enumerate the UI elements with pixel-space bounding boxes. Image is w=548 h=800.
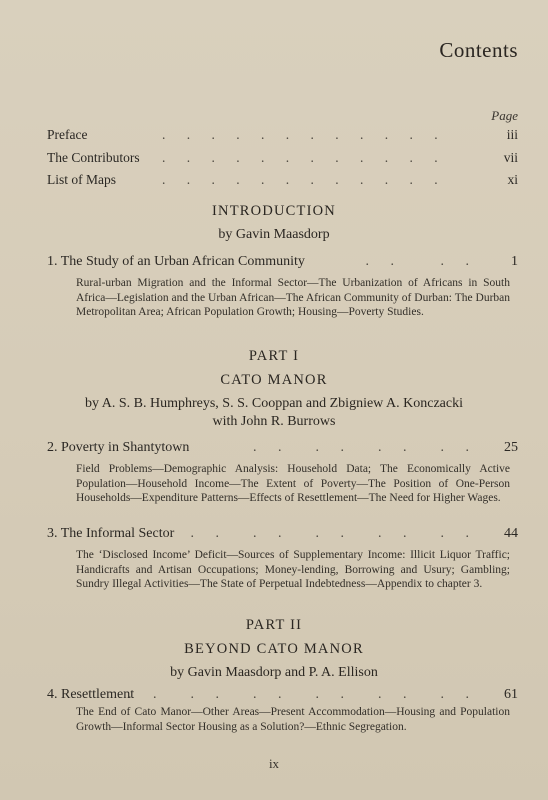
chapter-page: 1 [511,254,518,269]
toc-entry-contributors [47,148,518,168]
toc-entry-label: List of Maps [47,172,116,187]
chapter-4-description: The End of Cato Manor—Other Areas—Present Accommodation—Housing and Population Growth—Informal Sector Housing as a Solution?—Ethnic Segregation. [76,706,510,733]
chapter-title [47,252,305,272]
introduction-byline: by Gavin Maasdorp [218,227,330,242]
introduction-heading: INTRODUCTION [212,203,336,219]
chapter-number: 3. [47,526,58,541]
chapter-title-text: Resettlement [61,687,135,702]
dot-leader: . . . . . . . . . . . . [162,127,447,142]
page-title: Contents [439,38,518,62]
part2-byline: by Gavin Maasdorp and P. A. Ellison [170,665,378,680]
page-number: ix [268,756,280,771]
chapter-title [47,524,174,544]
chapter-3-description: The ‘Disclosed Income’ Deficit—Sources of Supplementary Income: Illicit Liquor Traffic; Handicrafts and Artisan Occupations; Money-lending, Borrowing and Usury; Gambling; Sundry Illegal Activities—The State of Perpetual Indebtedness—Appendix to chapter 3. [76,549,510,591]
dot-leader: . . . . . . . . . . . . [162,150,447,165]
toc-entry-label: The Contributors [47,150,140,165]
chapter-title-text: The Informal Sector [60,526,175,541]
dot-leader: . . . . . . . . . . . . [162,172,447,187]
part1-byline-cont: with John R. Burrows [212,414,336,429]
chapter-1-description: Rural-urban Migration and the Informal Sector—The Urbanization of Africans in South Africa—Legislation and the Urban African—The African Community of Durban: The Durban Metropolitan Area; African Population Growth; Housing—Poverty Studies. [76,277,510,319]
chapter-page: 25 [504,440,518,455]
chapter-title [47,685,134,705]
chapter-title-text: Poverty in Shantytown [61,440,190,455]
toc-chapter-4 [47,685,518,705]
part1-subheading: CATO MANOR [220,372,328,388]
toc-entry-page: xi [507,172,518,187]
part2-heading: PART II [245,617,303,633]
toc-entry-label: Preface [47,127,88,142]
toc-entry-page: vii [503,150,518,165]
chapter-number: 2. [47,440,58,455]
dot-leader: . . . . . . . . . . [190,526,478,541]
chapter-page: 61 [504,687,518,702]
dot-leader: . . . . . . . . [253,440,478,455]
chapter-number: 4. [47,687,58,702]
part1-heading: PART I [248,348,300,364]
chapter-title [47,438,189,458]
toc-chapter-2 [47,438,518,458]
toc-chapter-1 [47,252,518,272]
part1-byline: by A. S. B. Humphreys, S. S. Cooppan and Zbigniew A. Konczacki [85,396,463,411]
dot-leader: . . . . . . . . . . . . [128,687,478,702]
chapter-2-description: Field Problems—Demographic Analysis: Household Data; The Economically Active Population—Household Income—The Extent of Poverty—The Position of One-Person Households—Expenditure Patterns—Effects of Resettlement—The Need for Higher Wages. [76,463,510,505]
toc-entry-preface [47,125,518,145]
chapter-page: 44 [504,526,518,541]
toc-entry-page: iii [506,127,518,142]
page-column-heading: Page [491,108,518,123]
dot-leader: . . . . [365,254,478,269]
chapter-title-text: The Study of an Urban African Community [60,254,305,269]
toc-entry-list-of-maps [47,170,518,190]
toc-chapter-3 [47,524,518,544]
part2-subheading: BEYOND CATO MANOR [184,641,364,657]
chapter-number: 1. [47,254,58,269]
